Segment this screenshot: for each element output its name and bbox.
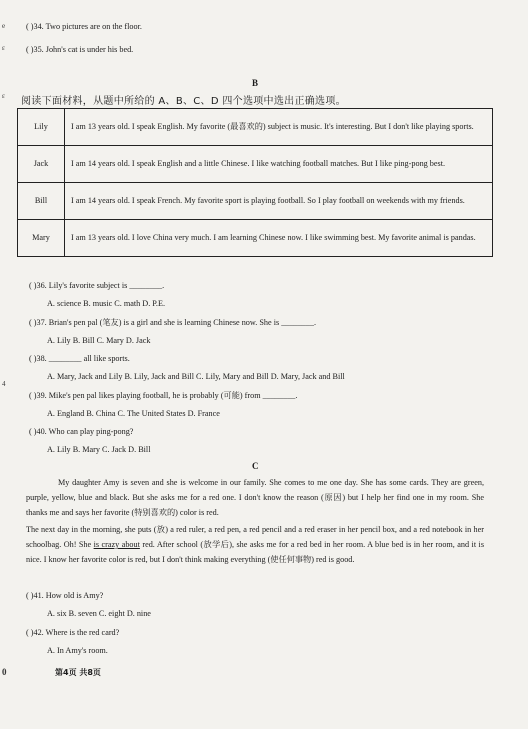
question-38: ( )38. ________ all like sports.: [29, 354, 130, 363]
question-36: ( )36. Lily's favorite subject is ________.: [29, 281, 165, 290]
margin-mark: ε: [2, 44, 5, 52]
section-c-heading: C: [252, 461, 259, 471]
margin-mark: ε: [2, 92, 5, 100]
question-38-options: A. Mary, Jack and Lily B. Lily, Jack and Bill C. Lily, Mary and Bill D. Mary, Jack and Bill: [47, 372, 345, 381]
passage-paragraph-2: [26, 522, 484, 567]
question-36-options: A. science B. music C. math D. P.E.: [47, 299, 166, 308]
question-37: ( )37. Brian's pen pal (笔友) is a girl and she is learning Chinese now. She is ________.: [29, 318, 317, 327]
question-34: ( )34. Two pictures are on the floor.: [26, 22, 142, 31]
passage-text: red. After school (放学后), she asks me for a red bed in her room. A blue bed is in her room, and it is nice. I know her favorite color is red, but I don't think making everything (使任何事物) red is good.: [26, 540, 485, 564]
table-text-cell: I am 14 years old. I speak French. My favorite sport is playing football. So I play football on weekends with my friends.: [65, 183, 493, 220]
margin-mark: 4: [2, 380, 6, 388]
question-39: ( )39. Mike's pen pal likes playing football, he is probably (可能) from ________.: [29, 391, 298, 400]
profile-table: [17, 108, 493, 257]
table-name-cell: Bill: [18, 183, 65, 220]
margin-mark: 0: [2, 667, 7, 677]
table-text-cell: I am 14 years old. I speak English and a little Chinese. I like watching football matches. But I like ping-pong best.: [65, 146, 493, 183]
table-row: [18, 146, 493, 183]
question-35: ( )35. John's cat is under his bed.: [26, 45, 134, 54]
question-42-options: A. In Amy's room.: [47, 646, 108, 655]
underlined-phrase: is crazy about: [93, 540, 140, 549]
table-name-cell: Jack: [18, 146, 65, 183]
table-row: [18, 183, 493, 220]
question-40: ( )40. Who can play ping-pong?: [29, 427, 134, 436]
table-name-cell: Lily: [18, 109, 65, 146]
margin-mark: e: [2, 22, 6, 30]
passage-text: The next day in the morning, she puts (放) a red ruler, a red pen, a red pencil and a red eraser in her pencil box, and a red notebook in her schoolbag. Oh! She: [26, 525, 484, 549]
table-row: [18, 109, 493, 146]
page-footer: 第4页 共8页: [55, 668, 101, 677]
question-42: ( )42. Where is the red card?: [26, 628, 120, 637]
passage-paragraph-1: My daughter Amy is seven and she is welcome in our family. She comes to me one day. She has some cards. They are green, purple, yellow, blue and black. But she asks me for a red one. I don't know the reason (原因) but I help her find one in my room. She thanks me and says her favorite (特别喜欢的) color is red.: [26, 478, 484, 517]
table-text-cell: I am 13 years old. I speak English. My favorite (最喜欢的) subject is music. It's interesting. But I don't like playing sports.: [65, 109, 493, 146]
table-name-cell: Mary: [18, 220, 65, 257]
question-41-options: A. six B. seven C. eight D. nine: [47, 609, 151, 618]
question-39-options: A. England B. China C. The United States D. France: [47, 409, 220, 418]
table-row: [18, 220, 493, 257]
question-37-options: A. Lily B. Bill C. Mary D. Jack: [47, 336, 151, 345]
section-b-heading: B: [252, 78, 259, 88]
instruction: 阅读下面材料，从题中所给的 A、B、C、D 四个选项中选出正确选项。: [21, 96, 346, 107]
question-41: ( )41. How old is Amy?: [26, 591, 104, 600]
table-text-cell: I am 13 years old. I love China very much. I am learning Chinese now. I like swimming best. My favorite animal is pandas.: [65, 220, 493, 257]
question-40-options: A. Lily B. Mary C. Jack D. Bill: [47, 445, 151, 454]
